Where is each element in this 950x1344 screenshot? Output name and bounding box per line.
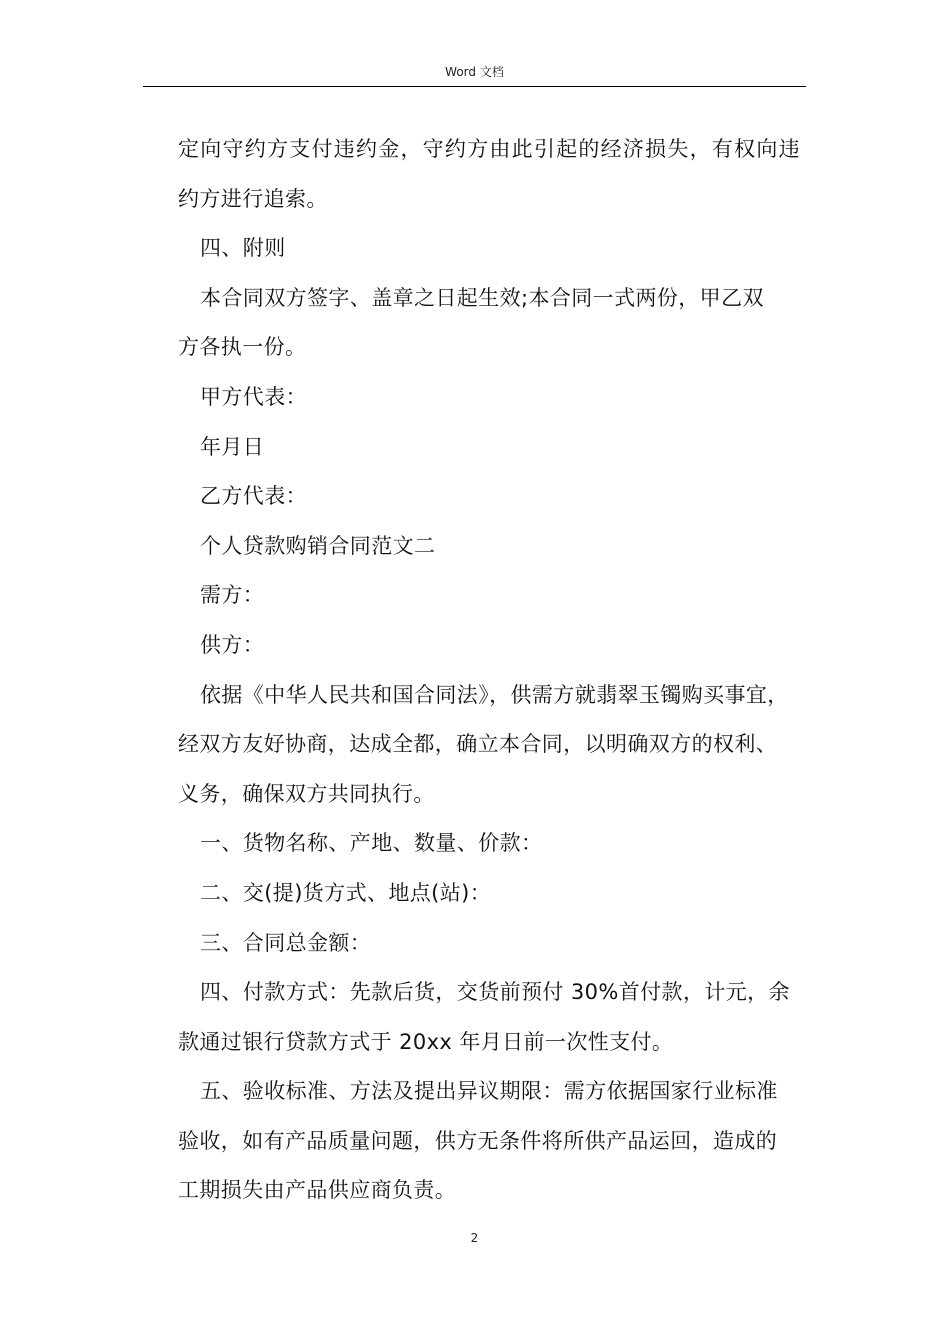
paragraph-line: 经双方友好协商，达成全都，确立本合同，以明确双方的权利、 bbox=[178, 732, 778, 757]
paragraph-line: 定向守约方支付违约金，守约方由此引起的经济损失，有权向违 bbox=[178, 137, 800, 161]
clause-heading: 二、交(提)货方式、地点(站)： bbox=[200, 880, 492, 905]
clause-heading: 一、货物名称、产地、数量、价款： bbox=[200, 831, 543, 856]
date-label: 年月日 bbox=[200, 434, 265, 459]
party-label: 供方： bbox=[200, 632, 265, 657]
section-heading: 四、附则 bbox=[200, 236, 286, 261]
paragraph-line: 依据《中华人民共和国合同法》，供需方就翡翠玉镯购买事宜， bbox=[200, 682, 789, 707]
clause-heading: 三、合同总金额： bbox=[200, 930, 372, 955]
paragraph-line: 款通过银行贷款方式于 20xx 年月日前一次性支付。 bbox=[178, 1029, 674, 1054]
header-divider bbox=[143, 86, 806, 87]
paragraph-line: 四、付款方式：先款后货，交货前预付 30%首付款，计元，余 bbox=[200, 980, 790, 1005]
signature-label: 乙方代表： bbox=[200, 484, 307, 509]
paragraph-line: 五、验收标准、方法及提出异议期限：需方依据国家行业标准 bbox=[200, 1079, 778, 1104]
paragraph-line: 义务，确保双方共同执行。 bbox=[178, 781, 435, 806]
party-label: 需方： bbox=[200, 583, 265, 608]
document-subtitle: 个人贷款购销合同范文二 bbox=[200, 533, 436, 558]
paragraph-line: 工期损失由产品供应商负责。 bbox=[178, 1178, 457, 1203]
paragraph-line: 约方进行追索。 bbox=[178, 186, 328, 211]
page-header: Word 文档 bbox=[445, 65, 504, 79]
paragraph-line: 方各执一份。 bbox=[178, 335, 307, 360]
paragraph-line: 本合同双方签字、盖章之日起生效;本合同一式两份，甲乙双 bbox=[200, 285, 764, 310]
signature-label: 甲方代表： bbox=[200, 384, 307, 409]
paragraph-line: 验收，如有产品质量问题，供方无条件将所供产品运回，造成的 bbox=[178, 1128, 778, 1153]
document-body bbox=[178, 125, 813, 1216]
page-number: 2 bbox=[470, 1231, 479, 1245]
